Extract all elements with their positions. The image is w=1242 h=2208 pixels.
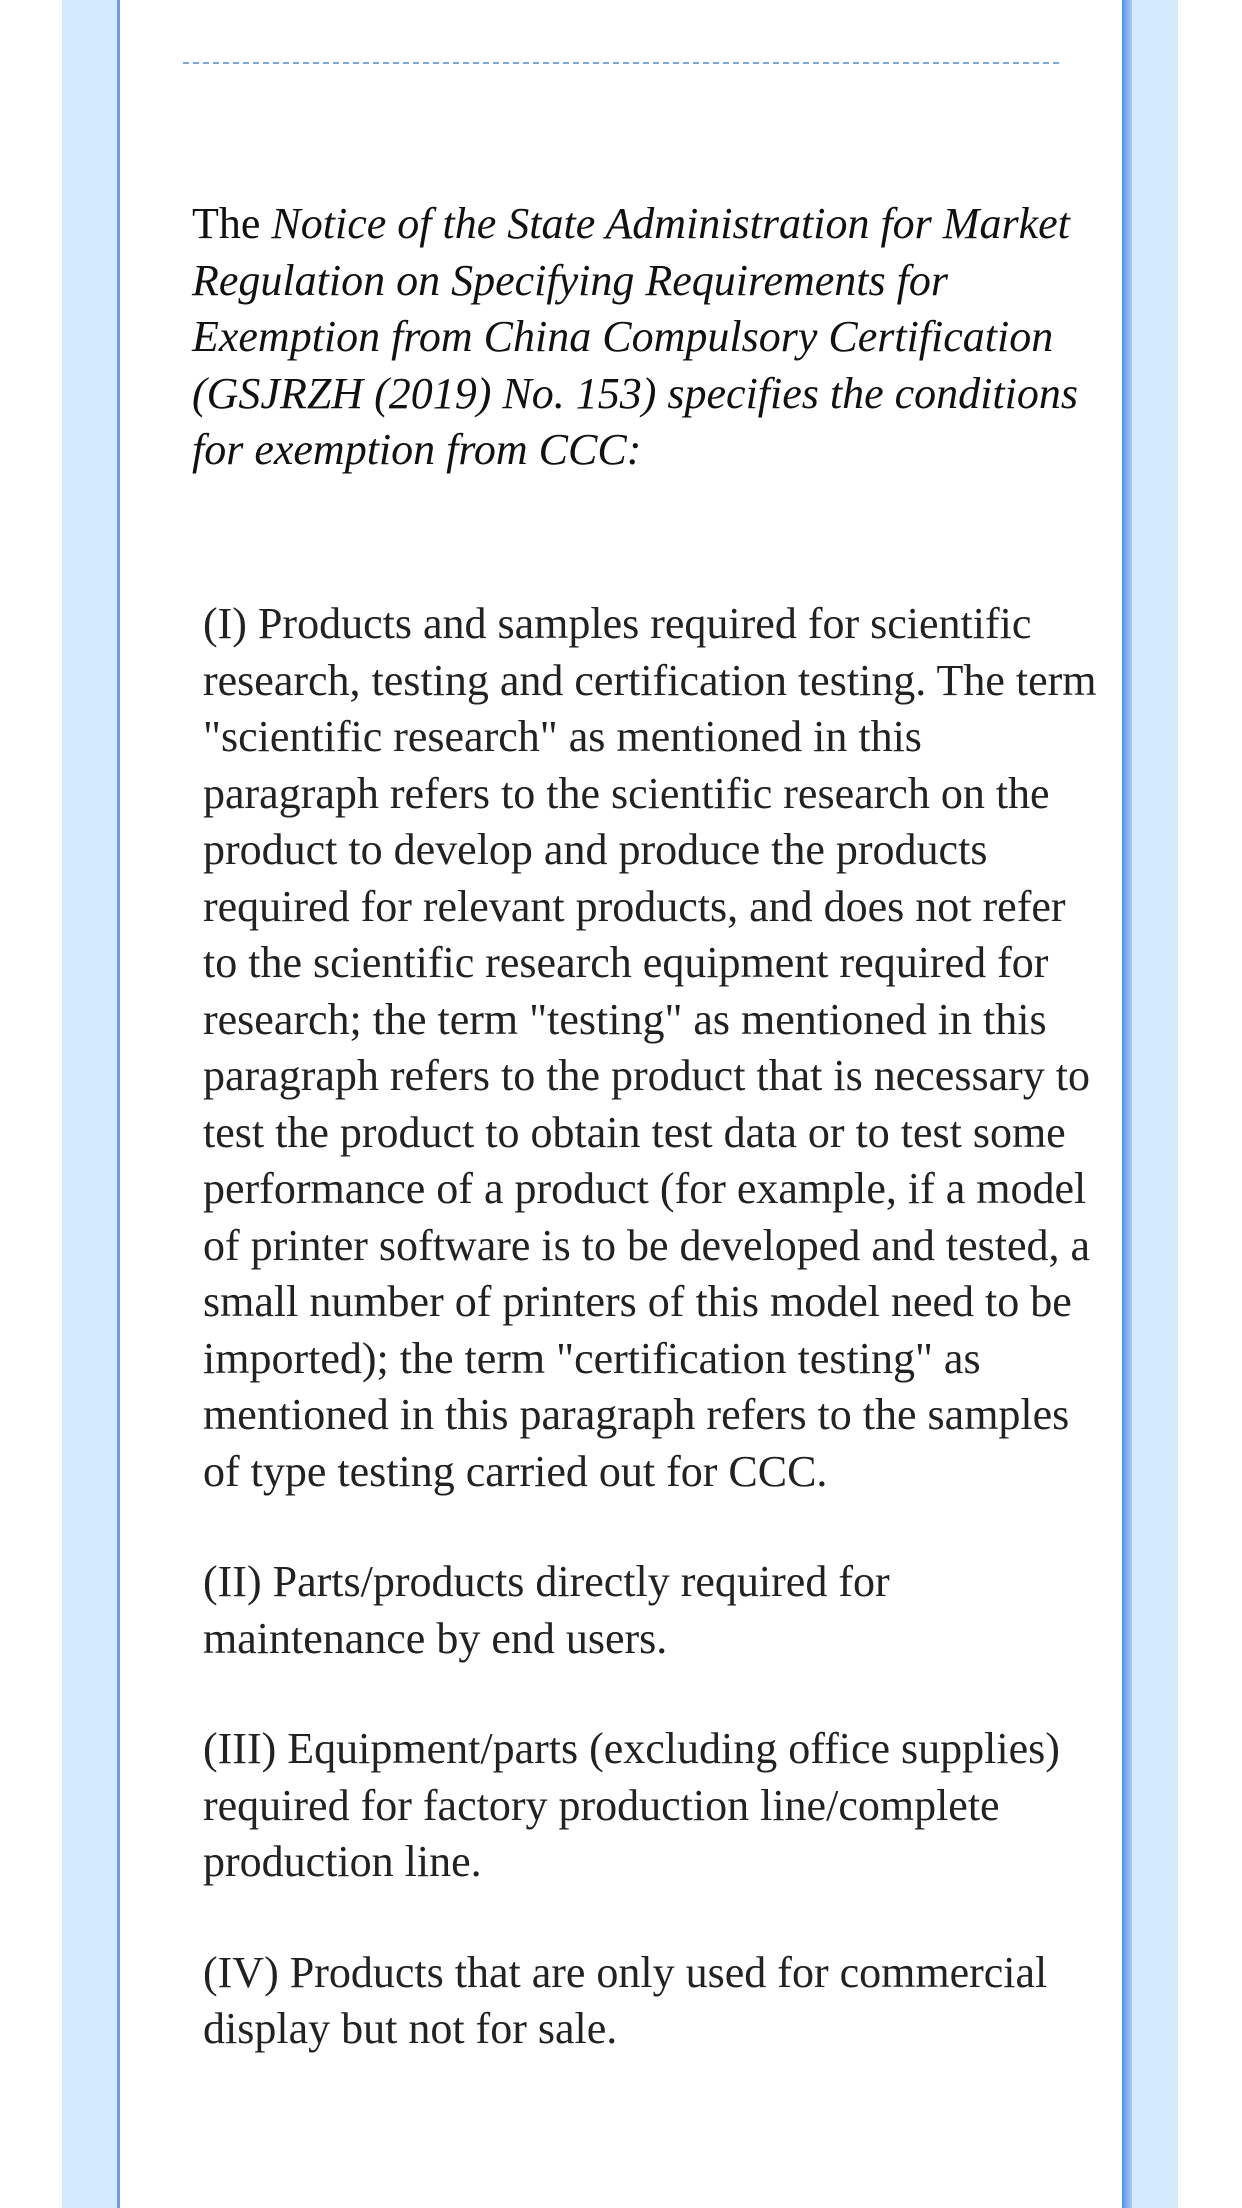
exemption-list bbox=[203, 596, 1103, 2112]
intro-lead: The bbox=[192, 199, 272, 248]
intro-paragraph bbox=[192, 196, 1092, 479]
exemption-item-2: (II) Parts/products directly required for maintenance by end users. bbox=[203, 1557, 890, 1663]
exemption-item-3: (III) Equipment/parts (excluding office supplies) required for factory production line/complete production line. bbox=[203, 1724, 1060, 1886]
exemption-item-1: (I) Products and samples required for scientific research, testing and certification testing. The term "scientific research" as mentioned in this paragraph refers to the scientific research on the product to develop and produce the products required for relevant products, and does not refer to the scientific research equipment required for research; the term "testing" as mentioned in this paragraph refers to the product that is necessary to test the product to obtain test data or to test some performance of a product (for example, if a model of printer software is to be developed and tested, a small number of printers of this model need to be imported); the term "certification testing" as mentioned in this paragraph refers to the samples of type testing carried out for CCC. bbox=[203, 599, 1097, 1496]
notice-title: Notice of the State Administration for Market Regulation on Specifying Requirements for Exemption from China Compulsory Certification (GSJRZH (2019) No. 153) specifies the conditions for exemption from CCC: bbox=[192, 199, 1078, 474]
dashed-divider bbox=[183, 62, 1059, 64]
card-edge-shadow bbox=[1122, 0, 1132, 2208]
exemption-item-4: (IV) Products that are only used for commercial display but not for sale. bbox=[203, 1947, 1048, 2053]
left-background-strip bbox=[62, 0, 117, 2208]
